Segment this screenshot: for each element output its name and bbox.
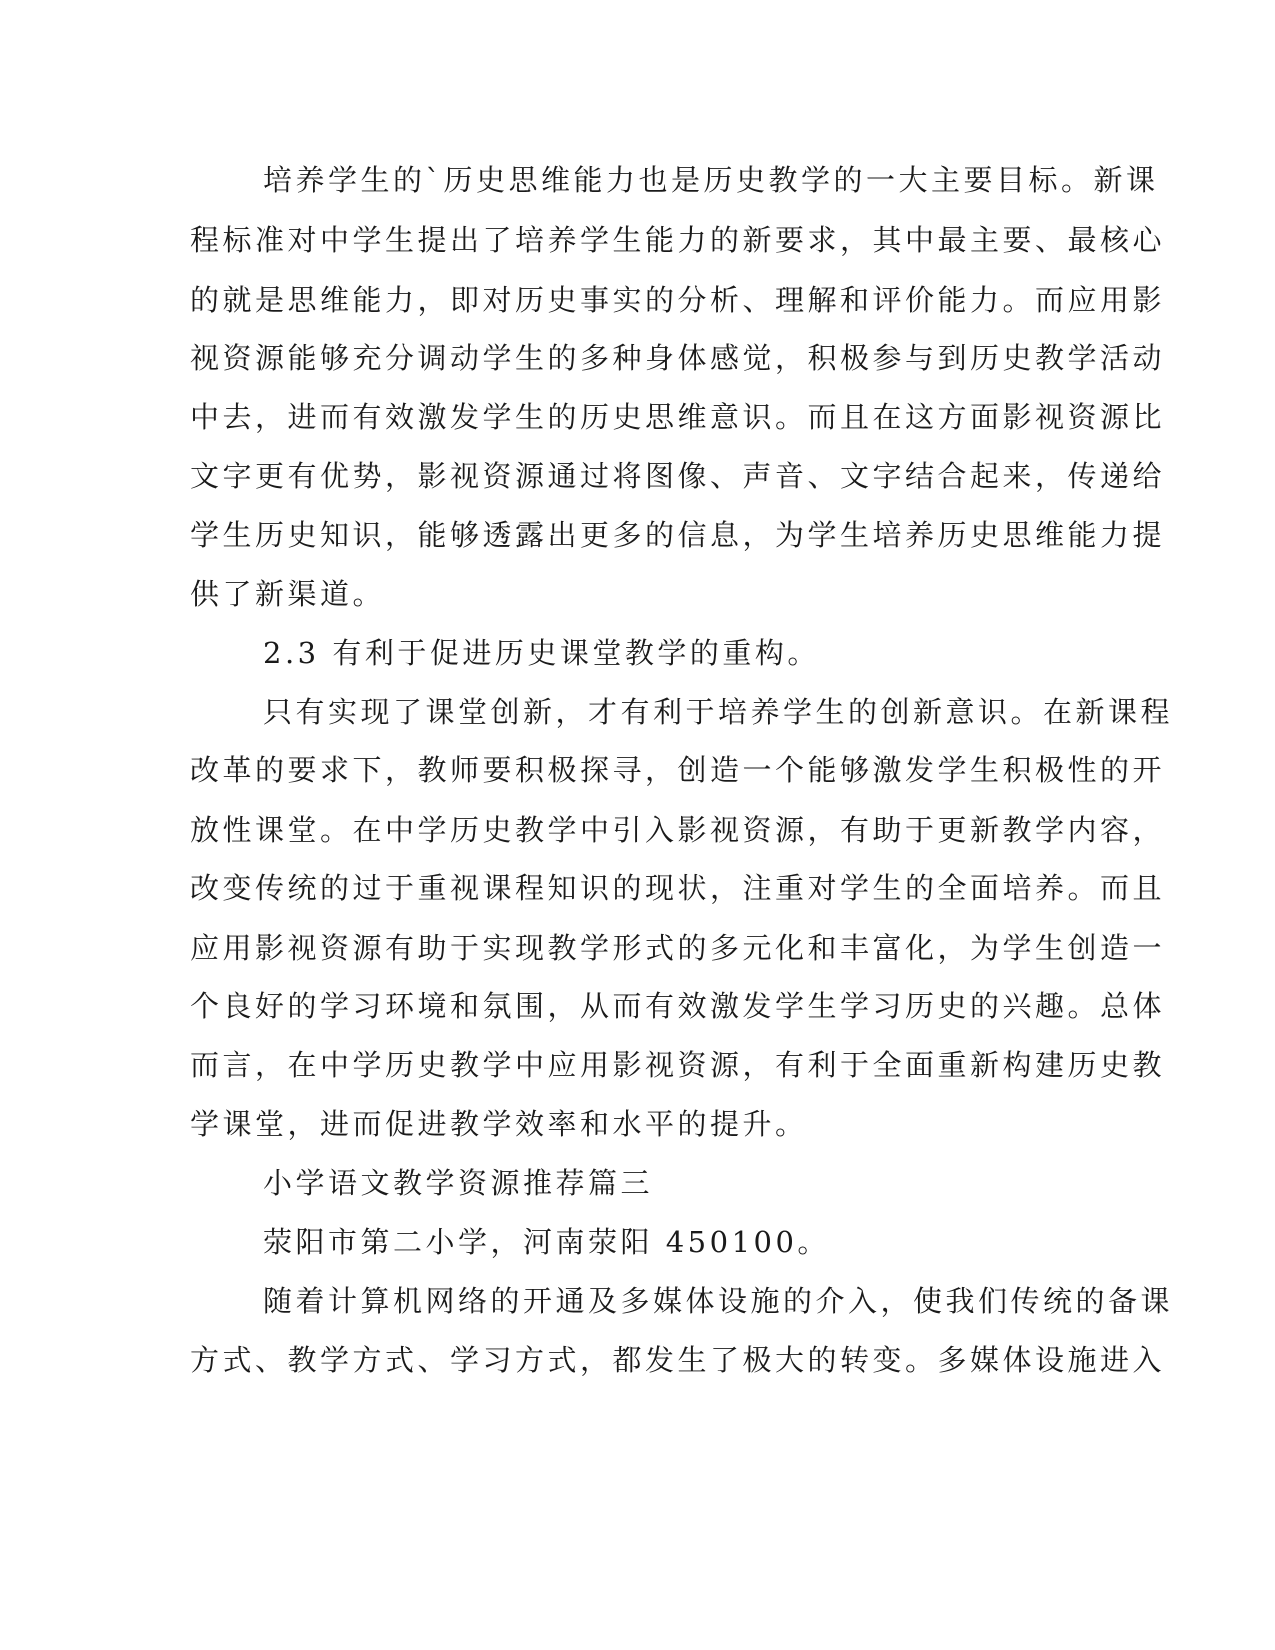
paragraph-line: 改革的要求下，教师要积极探寻，创造一个能够激发学生积极性的开 [190, 753, 1166, 787]
paragraph-line: 个良好的学习环境和氛围，从而有效激发学生学习历史的兴趣。总体 [190, 989, 1166, 1023]
paragraph-line: 程标准对中学生提出了培养学生能力的新要求，其中最主要、最核心 [190, 223, 1166, 257]
paragraph-line: 只有实现了课堂创新，才有利于培养学生的创新意识。在新课程 [263, 695, 1174, 729]
paragraph-line: 应用影视资源有助于实现教学形式的多元化和丰富化，为学生创造一 [190, 931, 1166, 965]
paragraph-line: 而言，在中学历史教学中应用影视资源，有利于全面重新构建历史教 [190, 1048, 1166, 1082]
paragraph-line: 学生历史知识，能够透露出更多的信息，为学生培养历史思维能力提 [190, 518, 1166, 552]
paragraph-line: 方式、教学方式、学习方式，都发生了极大的转变。多媒体设施进入 [190, 1343, 1166, 1377]
article-title: 小学语文教学资源推荐篇三 [263, 1166, 654, 1200]
section-heading: 2.3 有利于促进历史课堂教学的重构。 [263, 636, 820, 670]
paragraph-line: 放性课堂。在中学历史教学中引入影视资源，有助于更新教学内容， [190, 813, 1166, 847]
paragraph-line: 改变传统的过于重视课程知识的现状，注重对学生的全面培养。而且 [190, 871, 1166, 905]
paragraph-line: 文字更有优势，影视资源通过将图像、声音、文字结合起来，传递给 [190, 459, 1166, 493]
author-affiliation: 荥阳市第二小学，河南荥阳 450100。 [263, 1225, 830, 1259]
paragraph-line: 培养学生的`历史思维能力也是历史教学的一大主要目标。新课 [263, 163, 1159, 197]
paragraph-line: 随着计算机网络的开通及多媒体设施的介入，使我们传统的备课 [263, 1284, 1174, 1318]
paragraph-line: 学课堂，进而促进教学效率和水平的提升。 [190, 1107, 808, 1141]
paragraph-line: 的就是思维能力，即对历史事实的分析、理解和评价能力。而应用影 [190, 283, 1166, 317]
paragraph-line: 供了新渠道。 [190, 577, 386, 611]
paragraph-line: 中去，进而有效激发学生的历史思维意识。而且在这方面影视资源比 [190, 400, 1166, 434]
paragraph-line: 视资源能够充分调动学生的多种身体感觉，积极参与到历史教学活动 [190, 341, 1166, 375]
